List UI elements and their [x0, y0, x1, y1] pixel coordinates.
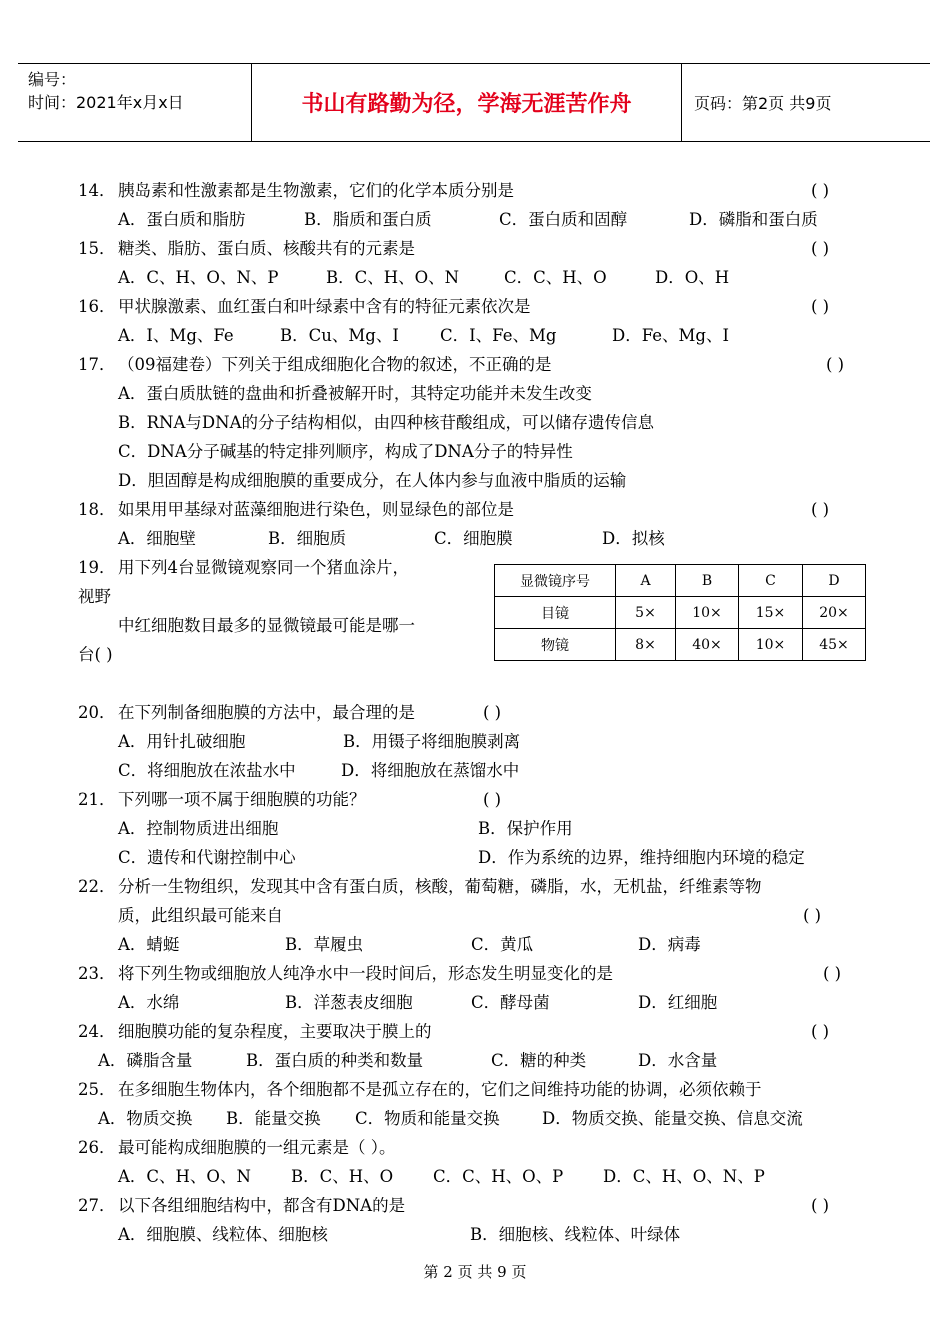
- answer-paren: ( ): [811, 1196, 830, 1215]
- option-c: C．蛋白质和固醇: [499, 210, 628, 229]
- question-text: 视野: [78, 587, 111, 606]
- options-21-row1: [78, 814, 878, 843]
- option-b: B．C、H、O、N: [326, 268, 460, 287]
- answer-paren: ( ): [811, 181, 830, 200]
- option-a: A．细胞壁: [118, 529, 196, 548]
- question-20: [78, 698, 878, 727]
- option-d: D．红细胞: [638, 993, 718, 1012]
- option-d: D．C、H、O、N、P: [603, 1167, 765, 1186]
- question-text: 细胞膜功能的复杂程度，主要取决于膜上的: [118, 1022, 432, 1041]
- question-15: [78, 234, 878, 263]
- table-cell: A: [616, 565, 676, 597]
- options-15: [78, 263, 878, 292]
- option-a: A．控制物质进出细胞: [118, 819, 279, 838]
- option-c: C．C、H、O、P: [433, 1167, 564, 1186]
- question-number: 24．: [78, 1022, 116, 1041]
- question-23: [78, 959, 878, 988]
- option-d: D．Fe、Mg、I: [612, 326, 730, 345]
- question-number: 26．: [78, 1138, 116, 1157]
- option-d: D．将细胞放在蒸馏水中: [341, 761, 520, 780]
- option-d: D．作为系统的边界，维持细胞内环境的稳定: [478, 848, 805, 867]
- option-d: D．O、H: [655, 268, 730, 287]
- option-a: A．蛋白质和脂肪: [118, 210, 246, 229]
- table-cell: 物镜: [495, 629, 616, 661]
- table-cell: 10×: [739, 629, 803, 661]
- question-text: 最可能构成细胞膜的一组元素是（ ）。: [118, 1138, 396, 1157]
- option-a: A．磷脂含量: [98, 1051, 193, 1070]
- question-number: 25．: [78, 1080, 116, 1099]
- question-text: 糖类、脂肪、蛋白质、核酸共有的元素是: [118, 239, 415, 258]
- option-b: B．细胞核、线粒体、叶绿体: [470, 1225, 681, 1244]
- option-a: A．I、Mg、Fe: [118, 326, 234, 345]
- question-number: 22．: [78, 877, 116, 896]
- question-number: 27．: [78, 1196, 116, 1215]
- question-number: 14．: [78, 181, 116, 200]
- answer-paren: ( ): [483, 703, 502, 722]
- question-text: 分析一生物组织，发现其中含有蛋白质，核酸，葡萄糖，磷脂，水，无机盐，纤维素等物: [118, 877, 762, 896]
- question-text: 以下各组细胞结构中，都含有DNA的是: [118, 1196, 406, 1215]
- option-b: B．保护作用: [478, 819, 573, 838]
- options-24: [78, 1046, 878, 1075]
- option-a: A．水绵: [118, 993, 180, 1012]
- microscope-table: [494, 564, 866, 661]
- table-cell: 8×: [616, 629, 676, 661]
- question-14: [78, 176, 878, 205]
- option-a: A．蛋白质肽链的盘曲和折叠被解开时，其特定功能并未发生改变: [118, 384, 592, 403]
- option-b: B．C、H、O: [291, 1167, 394, 1186]
- table-row: [495, 629, 866, 661]
- question-number: 16．: [78, 297, 116, 316]
- option-c: C．将细胞放在浓盐水中: [118, 761, 296, 780]
- table-header-row: [495, 565, 866, 597]
- question-text: 在下列制备细胞膜的方法中，最合理的是: [118, 703, 415, 722]
- question-21: [78, 785, 878, 814]
- option-b: B．蛋白质的种类和数量: [246, 1051, 424, 1070]
- option-b: B．洋葱表皮细胞: [285, 993, 413, 1012]
- answer-paren: ( ): [823, 964, 842, 983]
- question-number: 21．: [78, 790, 116, 809]
- question-number: 17．: [78, 355, 116, 374]
- question-text: （09福建卷）下列关于组成细胞化合物的叙述，不正确的是: [118, 355, 552, 374]
- option-c: C．物质和能量交换: [355, 1109, 500, 1128]
- option-a-line: [78, 379, 878, 408]
- option-d: D．物质交换、能量交换、信息交流: [542, 1109, 803, 1128]
- question-number: 19．: [78, 558, 116, 577]
- options-16: [78, 321, 878, 350]
- option-c: C．DNA分子碱基的特定排列顺序，构成了DNA分子的特异性: [118, 442, 573, 461]
- question-17: [78, 350, 878, 379]
- option-d: D．胆固醇是构成细胞膜的重要成分，在人体内参与血液中脂质的运输: [118, 471, 627, 490]
- option-b: B．草履虫: [285, 935, 364, 954]
- answer-paren: ( ): [803, 906, 822, 925]
- option-b: B．用镊子将细胞膜剥离: [343, 732, 521, 751]
- option-c: C．细胞膜: [434, 529, 513, 548]
- option-a: A．用针扎破细胞: [118, 732, 246, 751]
- header-time: 时间：2021年x月x日: [28, 93, 184, 112]
- question-text: 甲状腺激素、血红蛋白和叶绿素中含有的特征元素依次是: [118, 297, 531, 316]
- question-16: [78, 292, 878, 321]
- question-27: [78, 1191, 878, 1220]
- option-c: C．糖的种类: [491, 1051, 587, 1070]
- question-24: [78, 1017, 878, 1046]
- option-c-line: [78, 437, 878, 466]
- header-meta: [18, 64, 252, 141]
- page-header: [18, 63, 930, 142]
- question-text: 在多细胞生物体内，各个细胞都不是孤立存在的，它们之间维持功能的协调，必须依赖于: [118, 1080, 762, 1099]
- answer-paren: ( ): [826, 355, 845, 374]
- options-20-row1: [78, 727, 878, 756]
- options-23: [78, 988, 878, 1017]
- options-25: [78, 1104, 878, 1133]
- question-text: 下列哪一项不属于细胞膜的功能？: [118, 790, 366, 809]
- option-c: C．酵母菌: [471, 993, 550, 1012]
- option-d: D．拟核: [602, 529, 665, 548]
- question-text: 质，此组织最可能来自: [118, 906, 283, 925]
- option-c: C．I、Fe、Mg: [440, 326, 557, 345]
- table-row: [495, 597, 866, 629]
- table-cell: C: [739, 565, 803, 597]
- table-cell: 15×: [739, 597, 803, 629]
- question-list: [78, 176, 878, 1249]
- answer-paren: ( ): [811, 1022, 830, 1041]
- option-d: D．水含量: [638, 1051, 718, 1070]
- option-b: B．细胞质: [268, 529, 347, 548]
- options-26: [78, 1162, 878, 1191]
- options-27: [78, 1220, 878, 1249]
- header-id: 编号：: [28, 70, 77, 89]
- option-b: B．能量交换: [226, 1109, 321, 1128]
- option-a: A．物质交换: [98, 1109, 193, 1128]
- option-b: B．Cu、Mg、I: [280, 326, 399, 345]
- option-a: A．蜻蜓: [118, 935, 180, 954]
- options-22: [78, 930, 878, 959]
- option-b-line: [78, 408, 878, 437]
- spacer: [78, 669, 878, 698]
- question-text: 胰岛素和性激素都是生物激素，它们的化学本质分别是: [118, 181, 514, 200]
- question-text: 台( ): [78, 645, 113, 664]
- question-text: 中红细胞数目最多的显微镜最可能是哪一: [118, 616, 415, 635]
- option-b: B．RNA与DNA的分子结构相似，由四种核苷酸组成，可以储存遗传信息: [118, 413, 654, 432]
- option-c: C．黄瓜: [471, 935, 534, 954]
- options-18: [78, 524, 878, 553]
- option-b: B．脂质和蛋白质: [304, 210, 432, 229]
- question-26: [78, 1133, 878, 1162]
- question-18: [78, 495, 878, 524]
- table-cell: D: [803, 565, 866, 597]
- question-text: 如果用甲基绿对蓝藻细胞进行染色，则显绿色的部位是: [118, 500, 514, 519]
- table-cell: B: [676, 565, 739, 597]
- option-d-line: [78, 466, 878, 495]
- answer-paren: ( ): [811, 297, 830, 316]
- option-a: A．C、H、O、N: [118, 1167, 251, 1186]
- options-14: [78, 205, 878, 234]
- question-25: [78, 1075, 878, 1104]
- question-number: 20．: [78, 703, 116, 722]
- table-cell: 40×: [676, 629, 739, 661]
- question-text: 用下列4台显微镜观察同一个猪血涂片，: [118, 558, 409, 577]
- question-number: 18．: [78, 500, 116, 519]
- option-c: C．遗传和代谢控制中心: [118, 848, 296, 867]
- option-c: C．C、H、O: [504, 268, 607, 287]
- table-cell: 5×: [616, 597, 676, 629]
- answer-paren: ( ): [811, 500, 830, 519]
- table-cell: 目镜: [495, 597, 616, 629]
- page-footer: 第 2 页 共 9 页: [423, 1263, 527, 1281]
- answer-paren: ( ): [483, 790, 502, 809]
- options-21-row2: [78, 843, 878, 872]
- table-cell: 显微镜序号: [495, 565, 616, 597]
- header-page: 页码：第2页 共9页: [694, 94, 832, 113]
- option-a: A．C、H、O、N、P: [118, 268, 279, 287]
- option-d: D．磷脂和蛋白质: [689, 210, 818, 229]
- question-22: [78, 872, 878, 901]
- question-text: 将下列生物或细胞放人纯净水中一段时间后，形态发生明显变化的是: [118, 964, 613, 983]
- options-20-row2: [78, 756, 878, 785]
- table-cell: 20×: [803, 597, 866, 629]
- header-motto: 书山有路勤为径，学海无涯苦作舟: [252, 64, 682, 141]
- question-22-line-2: [78, 901, 878, 930]
- table-cell: 45×: [803, 629, 866, 661]
- answer-paren: ( ): [811, 239, 830, 258]
- option-a: A．细胞膜、线粒体、细胞核: [118, 1225, 328, 1244]
- question-number: 15．: [78, 239, 116, 258]
- option-d: D．病毒: [638, 935, 701, 954]
- question-number: 23．: [78, 964, 116, 983]
- table-cell: 10×: [676, 597, 739, 629]
